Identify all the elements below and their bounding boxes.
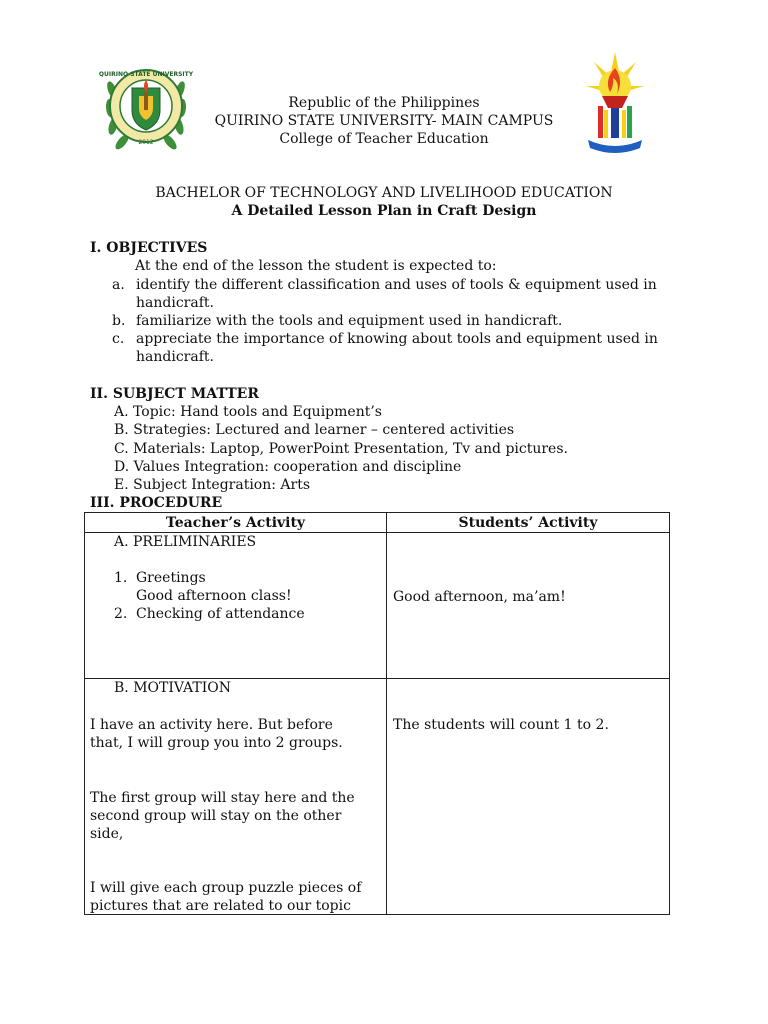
header-republic: Republic of the Philippines (288, 95, 480, 111)
objective-text: familiarize with the tools and equipment used in handicraft. (136, 313, 563, 329)
header-university: QUIRINO STATE UNIVERSITY- MAIN CAMPUS (214, 113, 554, 129)
header-college: College of Teacher Education (279, 131, 489, 147)
objectives-heading: I. OBJECTIVES (90, 240, 208, 256)
subject-matter-heading: II. SUBJECT MATTER (90, 386, 259, 402)
subject-matter-item: A. Topic: Hand tools and Equipment’s (114, 404, 382, 420)
subject-matter-item: C. Materials: Laptop, PowerPoint Presentation, Tv and pictures. (114, 441, 568, 457)
step-number: 1. (114, 570, 128, 586)
objective-marker: c. (112, 331, 125, 347)
program-title: BACHELOR OF TECHNOLOGY AND LIVELIHOOD EDUCATION (155, 185, 613, 201)
students-activity-header: Students’ Activity (458, 515, 598, 531)
step-attendance: Checking of attendance (136, 606, 305, 622)
subject-matter-item: E. Subject Integration: Arts (114, 477, 311, 493)
subject-matter-item: B. Strategies: Lectured and learner – centered activities (114, 422, 515, 438)
motivation-section: B. MOTIVATION (114, 680, 231, 696)
lesson-plan-title: A Detailed Lesson Plan in Craft Design (231, 203, 537, 219)
objectives-intro: At the end of the lesson the student is expected to: (135, 258, 497, 274)
student-greeting-response: Good afternoon, ma’am! (393, 589, 566, 605)
motivation-text: second group will stay on the other (90, 808, 342, 824)
step-number: 2. (114, 606, 128, 622)
svg-text:2012: 2012 (138, 139, 154, 146)
preliminaries-section: A. PRELIMINARIES (114, 534, 257, 550)
objective-marker: a. (112, 277, 125, 293)
objective-text: appreciate the importance of knowing about tools and equipment used in (136, 331, 658, 347)
motivation-text: pictures that are related to our topic (90, 898, 351, 914)
motivation-text: that, I will group you into 2 groups. (90, 735, 343, 751)
step-greetings: Greetings (136, 570, 206, 586)
svg-text:QUIRINO STATE UNIVERSITY: QUIRINO STATE UNIVERSITY (98, 71, 194, 78)
student-count-response: The students will count 1 to 2. (393, 717, 609, 733)
subject-matter-item: D. Values Integration: cooperation and discipline (114, 459, 462, 475)
objective-text: handicraft. (136, 295, 214, 311)
objective-text: handicraft. (136, 349, 214, 365)
teacher-activity-header: Teacher’s Activity (165, 515, 306, 531)
objective-marker: b. (112, 313, 126, 329)
procedure-heading: III. PROCEDURE (90, 495, 223, 511)
objective-text: identify the different classification and uses of tools & equipment used in (136, 277, 657, 293)
motivation-text: I have an activity here. But before (90, 717, 333, 733)
table-column-divider (386, 513, 387, 914)
teacher-greeting-line: Good afternoon class! (136, 588, 292, 604)
motivation-text: The first group will stay here and the (90, 790, 355, 806)
motivation-text: I will give each group puzzle pieces of (90, 880, 362, 896)
motivation-text: side, (90, 826, 124, 842)
procedure-table (84, 512, 670, 915)
